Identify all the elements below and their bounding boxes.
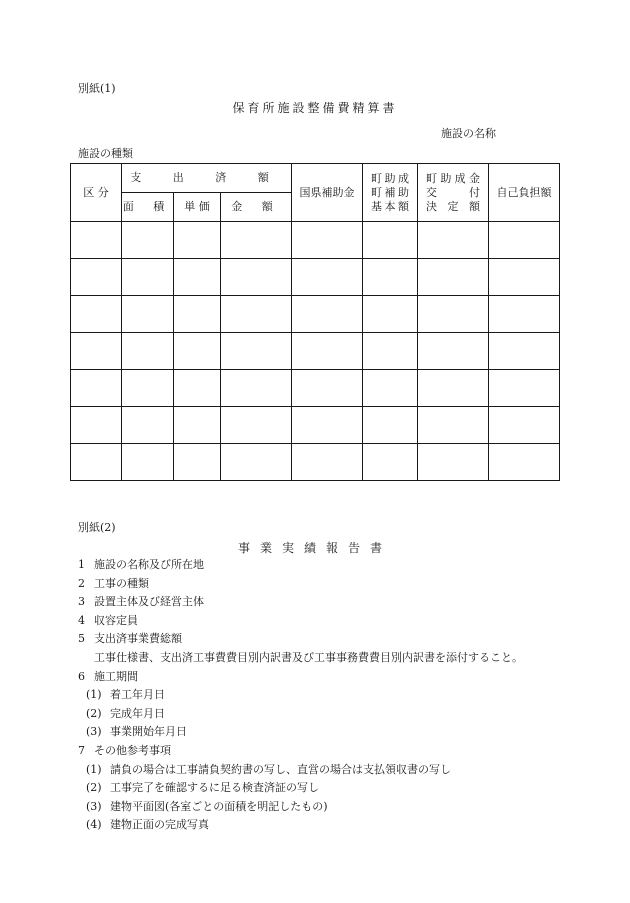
list-item: 3 設置主体及び経営主体 — [78, 595, 204, 609]
list-item: (2) 工事完了を確認するに足る検査済証の写し — [86, 781, 319, 795]
header-unit-price: 単 価 — [174, 193, 221, 222]
settlement-table — [70, 163, 560, 481]
list-item: 4 収容定員 — [78, 613, 138, 627]
list-item: 7 その他参考事項 — [78, 743, 171, 757]
header-category: 区 分 — [71, 164, 122, 222]
table-row — [71, 444, 560, 481]
list-item: 5 支出済事業費総額 — [78, 632, 182, 646]
table-row — [71, 259, 560, 296]
header-amount: 金 額 — [221, 193, 292, 222]
facility-name-label: 施設の名称 — [441, 127, 496, 140]
header-town-grant: 町助成金 交 付 決 定 額 — [418, 164, 489, 222]
header-area: 面 積 — [122, 193, 174, 222]
form1-label: 別紙(1) — [78, 82, 116, 95]
form1-title: 保育所施設整備費精算書 — [232, 101, 398, 115]
list-item: (1) 請負の場合は工事請負契約書の写し、直営の場合は支払領収書の写し — [86, 762, 451, 776]
form2-title: 事業実績報告書 — [237, 541, 392, 555]
list-item: (1) 着工年月日 — [86, 688, 165, 702]
list-item: (3) 建物平面図(各室ごとの面積を明記したもの) — [86, 799, 328, 813]
header-town-base: 町助成 町補助 基本額 — [363, 164, 418, 222]
table-row — [71, 407, 560, 444]
facility-type-label: 施設の種類 — [78, 147, 133, 160]
header-expenditure: 支 出 済 額 — [122, 164, 292, 193]
list-item: 6 施工期間 — [78, 669, 138, 683]
list-item: 1 施設の名称及び所在地 — [78, 558, 204, 571]
list-item: 2 工事の種類 — [78, 576, 149, 590]
list-item: (3) 事業開始年月日 — [86, 725, 187, 739]
form2-label: 別紙(2) — [78, 521, 116, 534]
table-row — [71, 370, 560, 407]
report-items — [78, 556, 523, 835]
table-row — [71, 333, 560, 370]
list-item: 工事仕様書、支出済工事費費目別内訳書及び工事事務費費目別内訳書を添付すること。 — [94, 650, 523, 664]
table-row — [71, 222, 560, 259]
table-row — [71, 296, 560, 333]
list-item: (2) 完成年月日 — [86, 706, 165, 720]
header-self-burden: 自己負担額 — [489, 164, 560, 222]
header-national-subsidy: 国県補助金 — [292, 164, 363, 222]
list-item: (4) 建物正面の完成写真 — [86, 818, 209, 832]
